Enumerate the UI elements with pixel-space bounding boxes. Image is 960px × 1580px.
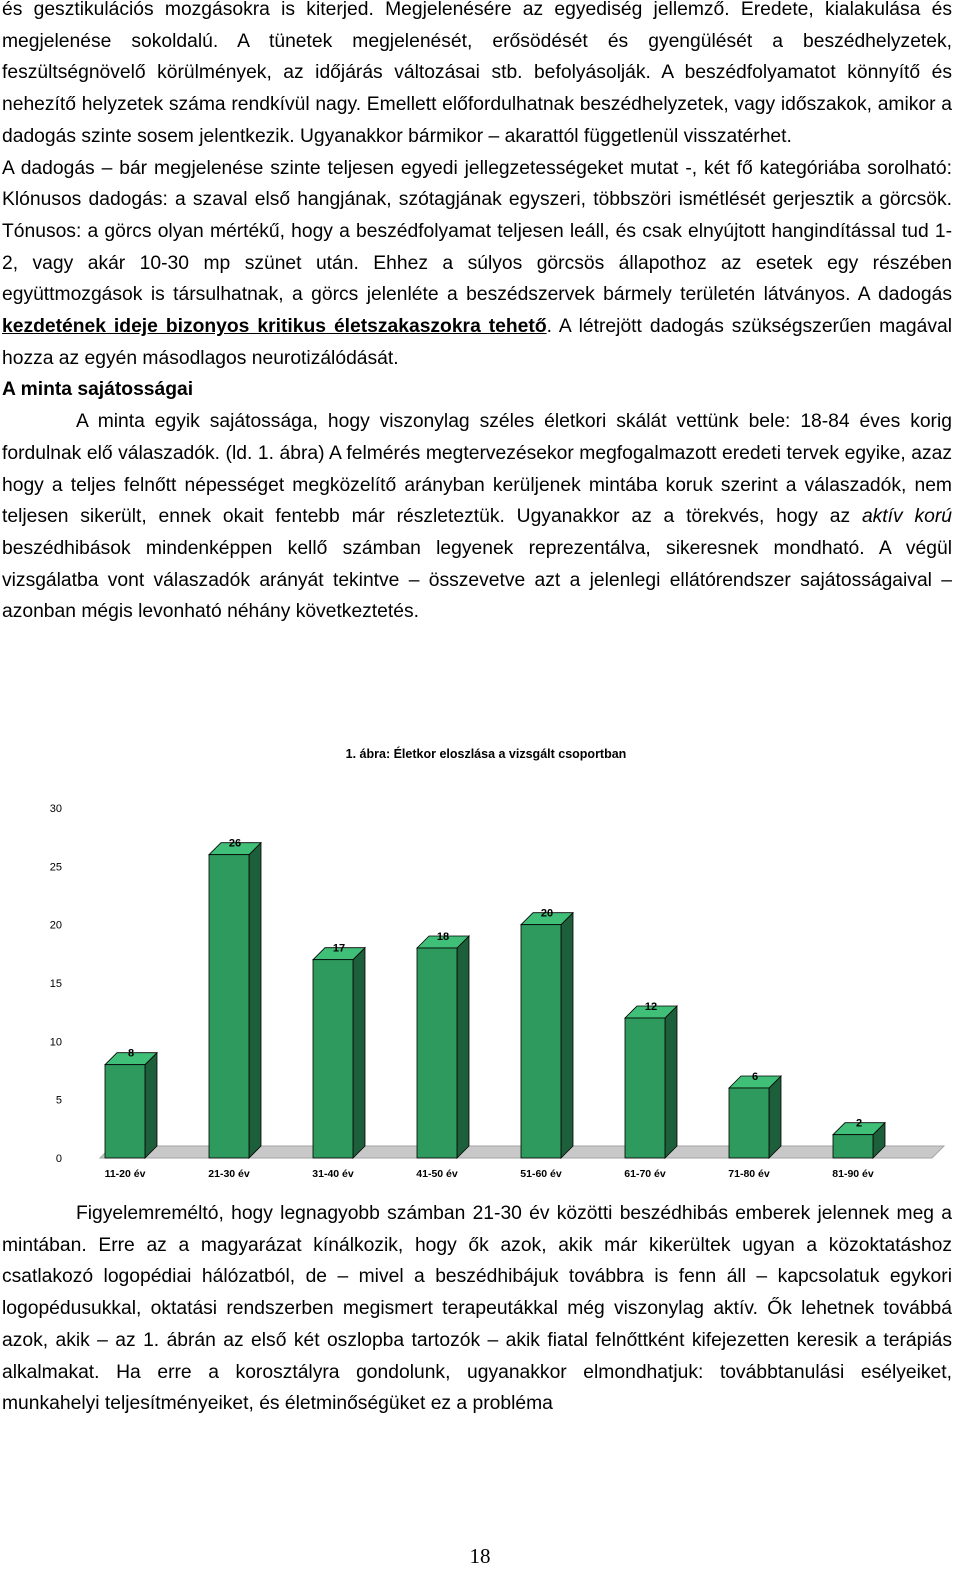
bar-side	[145, 1053, 157, 1158]
y-tick-label: 25	[49, 861, 62, 874]
bar-front	[105, 1065, 145, 1158]
y-tick-label: 5	[55, 1094, 62, 1107]
bar-front	[833, 1135, 873, 1158]
x-tick-label: 41-50 év	[416, 1168, 458, 1180]
bar-front	[729, 1088, 769, 1158]
bars	[105, 843, 885, 1158]
bar	[105, 1053, 157, 1158]
y-tick-label: 10	[49, 1036, 62, 1049]
data-label: 2	[855, 1117, 863, 1130]
bar-side	[249, 843, 261, 1158]
x-tick-label: 51-60 év	[520, 1168, 562, 1180]
x-tick-label: 71-80 év	[728, 1168, 770, 1180]
data-label: 12	[644, 1001, 658, 1013]
paragraph-2-text: A dadogás – bár megjelenése szinte teljesen egyedi jellegzetességeket mutat -, két fő kategóriába sorolható: Klónusos dadogás: a szaval első hangjának, szótagjának egyszeri, többszöri ismétlését gerjesztik a görcsök. Tónusos: a görcs olyan mértékű, hogy a beszédfolyamat teljesen leáll, és csak elnyújtott hangindítással tud 1-2, vagy akár 10-30 mp szünet után. Ehhez a súlyos görcsös állapothoz az esetek egy részében együttmozgások is társulhatnak, a görcs jelenléte a beszédszervek bármely területén látványos. A dadogás	[2, 157, 952, 306]
paragraph-1: és gesztikulációs mozgásokra is kiterjed. Megjelenésére az egyediség jellemző. Eredete, kialakulása és megjelenése sokoldalú. A tünetek megjelenését, erősödését és gyengülését a beszédhelyzetek, feszültségnövelő körülmények, az időjárás változásai stb. befolyásolják. A beszédfolyamatot könnyítő és nehezítő helyzetek száma rendkívül nagy. Emellett előfordulhatnak beszédhelyzetek, vagy időszakok, amikor a dadogás szinte sosem jelentkezik. Ugyanakkor bármikor – akarattól függetlenül visszatérhet.	[2, 0, 952, 147]
y-tick-label: 30	[49, 803, 62, 815]
x-tick-label: 31-40 év	[312, 1168, 354, 1180]
paragraph-conclusion: Figyelemreméltó, hogy legnagyobb számban 21-30 év közötti beszédhibás emberek jelennek meg a mintában. Erre az a magyarázat kínálkozik, hogy ők azok, akik már kikerültek ugyan a közoktatáshoz csatlakozó logopédiai hálózatból, de – mivel a beszédhibájuk továbbra is fenn áll – kapcsolatuk egykori logopédusukkal, oktatási rendszerben megismert terapeutákkal még viszonylag aktív. Ők lehetnek továbbá azok, akik – az 1. ábrán az első két oszlopba tartozók – akik fiatal felnőttként kifejezetten keresik a terápiás alkalmakat. Ha erre a korosztályra gondolunk, ugyanakkor elmondhatjuk: továbbtanulási esélyeiket, munkahelyi teljesítményeiket, és életminőségüket ez a probléma	[2, 1203, 952, 1415]
x-tick-label: 81-90 év	[832, 1168, 874, 1180]
sample-paragraph	[2, 406, 952, 628]
bar-side	[665, 1006, 677, 1158]
bar-front	[209, 855, 249, 1158]
data-label: 17	[332, 942, 346, 955]
chart-svg	[0, 738, 960, 1188]
y-axis	[50, 803, 62, 1165]
chart-title: 1. ábra: Életkor eloszlása a vizsgált csoportban	[345, 747, 627, 761]
bar-front	[417, 948, 457, 1158]
data-label: 26	[228, 837, 242, 850]
bar	[729, 1076, 781, 1158]
x-tick-label: 61-70 év	[624, 1168, 666, 1180]
bar	[209, 843, 261, 1158]
age-distribution-chart	[0, 738, 960, 1188]
bar	[625, 1006, 677, 1158]
y-tick-label: 15	[49, 978, 62, 990]
bar	[521, 913, 573, 1158]
sample-paragraph-italic: aktív korú	[861, 506, 952, 528]
bar-side	[353, 948, 365, 1158]
sample-paragraph-text: A minta egyik sajátossága, hogy viszonylag széles életkori skálát vettünk bele: 18-84 éves korig fordulnak elő válaszadók. (ld. 1. ábra) A felmérés megtervezésekor megfogalmazott eredeti tervek egyike, azaz hogy a teljes felnőtt népességet megközelítő arányban kerüljenek mintába koruk szerint a válaszadók, nem teljesen sikerült, ennek okait fentebb már részleteztük. Ugyanakkor az a törekvés, hogy az	[2, 411, 952, 528]
bar-front	[521, 925, 561, 1158]
bar-front	[625, 1018, 665, 1158]
page-number: 18	[469, 1544, 491, 1568]
data-label: 6	[751, 1071, 759, 1083]
data-label: 20	[540, 907, 554, 920]
x-tick-label: 21-30 év	[208, 1168, 250, 1180]
y-tick-label: 20	[49, 919, 62, 932]
body-text-top	[2, 0, 952, 628]
section-heading: A minta sajátosságai	[2, 379, 194, 401]
data-label: 8	[127, 1047, 135, 1060]
bar-side	[769, 1076, 781, 1158]
data-label: 18	[436, 931, 450, 943]
paragraph-2-ending: . A létrejött dadogás szükségszerűen magával hozza az egyén másodlagos neurotizálódását.	[2, 316, 952, 369]
bar-side	[457, 936, 469, 1158]
sample-paragraph-ending: beszédhibások mindenképpen kellő számban legyenek reprezentálva, sikeresnek mondható. A végül vizsgálatba vont válaszadók arányát tekintve – összevetve azt a jelenlegi ellátórendszer sajátosságaival – azonban mégis levonható néhány következtetés.	[2, 537, 952, 623]
bar-side	[561, 913, 573, 1158]
y-tick-label: 0	[55, 1153, 62, 1165]
bar	[417, 936, 469, 1158]
bar-front	[313, 960, 353, 1158]
body-text-bottom	[2, 1198, 952, 1420]
bar	[313, 948, 365, 1158]
paragraph-2-emphasis: kezdetének ideje bizonyos kritikus életszakaszokra tehető	[2, 316, 547, 338]
x-axis	[105, 1168, 874, 1180]
x-tick-label: 11-20 év	[104, 1168, 146, 1180]
paragraph-2	[2, 153, 952, 375]
